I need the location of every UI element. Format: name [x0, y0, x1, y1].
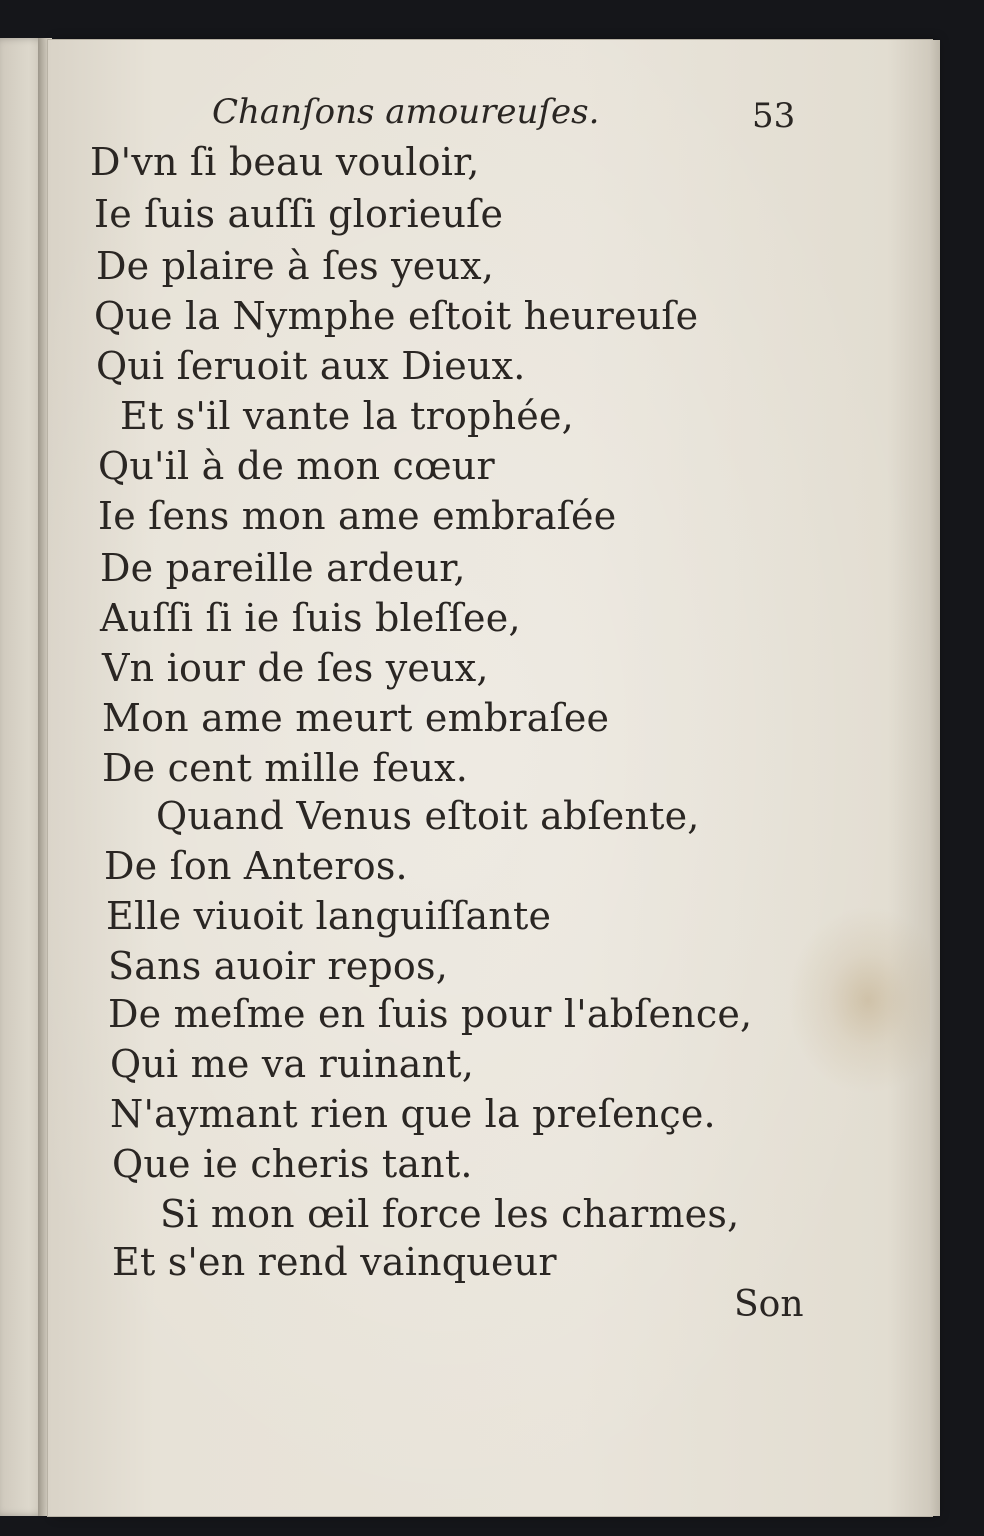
running-head: Chanſons amoureuſes.	[212, 92, 600, 132]
verse-line: Qu'il à de mon cœur	[98, 444, 495, 488]
verse-line: Si mon œil force les charmes,	[160, 1192, 740, 1236]
verse-line: Ie ſuis auſſi glorieuſe	[94, 192, 504, 236]
verse-line: N'aymant rien que la preſençe.	[110, 1092, 716, 1136]
verse-line: Vn iour de ſes yeux,	[102, 646, 489, 690]
verse-line: Ie ſens mon ame embraſée	[98, 494, 617, 538]
verse-line: De meſme en ſuis pour l'abſence,	[108, 992, 753, 1036]
verse-line: Et s'en rend vainqueur	[112, 1240, 557, 1284]
verse-line: Quand Venus eſtoit abſente,	[156, 794, 700, 838]
verse-line: Mon ame meurt embraſee	[102, 696, 610, 740]
verse-line: Elle viuoit languiſſante	[106, 894, 552, 938]
verse-line: Que ie cheris tant.	[112, 1142, 473, 1186]
verse-line: Sans auoir repos,	[108, 944, 448, 988]
verse-line: De ſon Anteros.	[104, 844, 408, 888]
page-number: 53	[752, 96, 796, 136]
verse-line: De cent mille feux.	[102, 746, 469, 790]
page-edge	[930, 40, 940, 1516]
verse-line: D'vn ſi beau vouloir,	[90, 140, 480, 184]
verse-line: Auſſi ſi ie ſuis bleſſee,	[100, 596, 521, 640]
verse-line: Qui ſeruoit aux Dieux.	[96, 344, 526, 388]
verse-line: Et s'il vante la trophée,	[120, 394, 574, 438]
verse-line: Que la Nymphe eſtoit heureuſe	[94, 294, 699, 338]
verse-line: De plaire à ſes yeux,	[96, 244, 495, 288]
verse-line: Qui me va ruinant,	[110, 1042, 475, 1086]
verse-line: De pareille ardeur,	[100, 546, 466, 590]
catchword: Son	[734, 1284, 804, 1325]
